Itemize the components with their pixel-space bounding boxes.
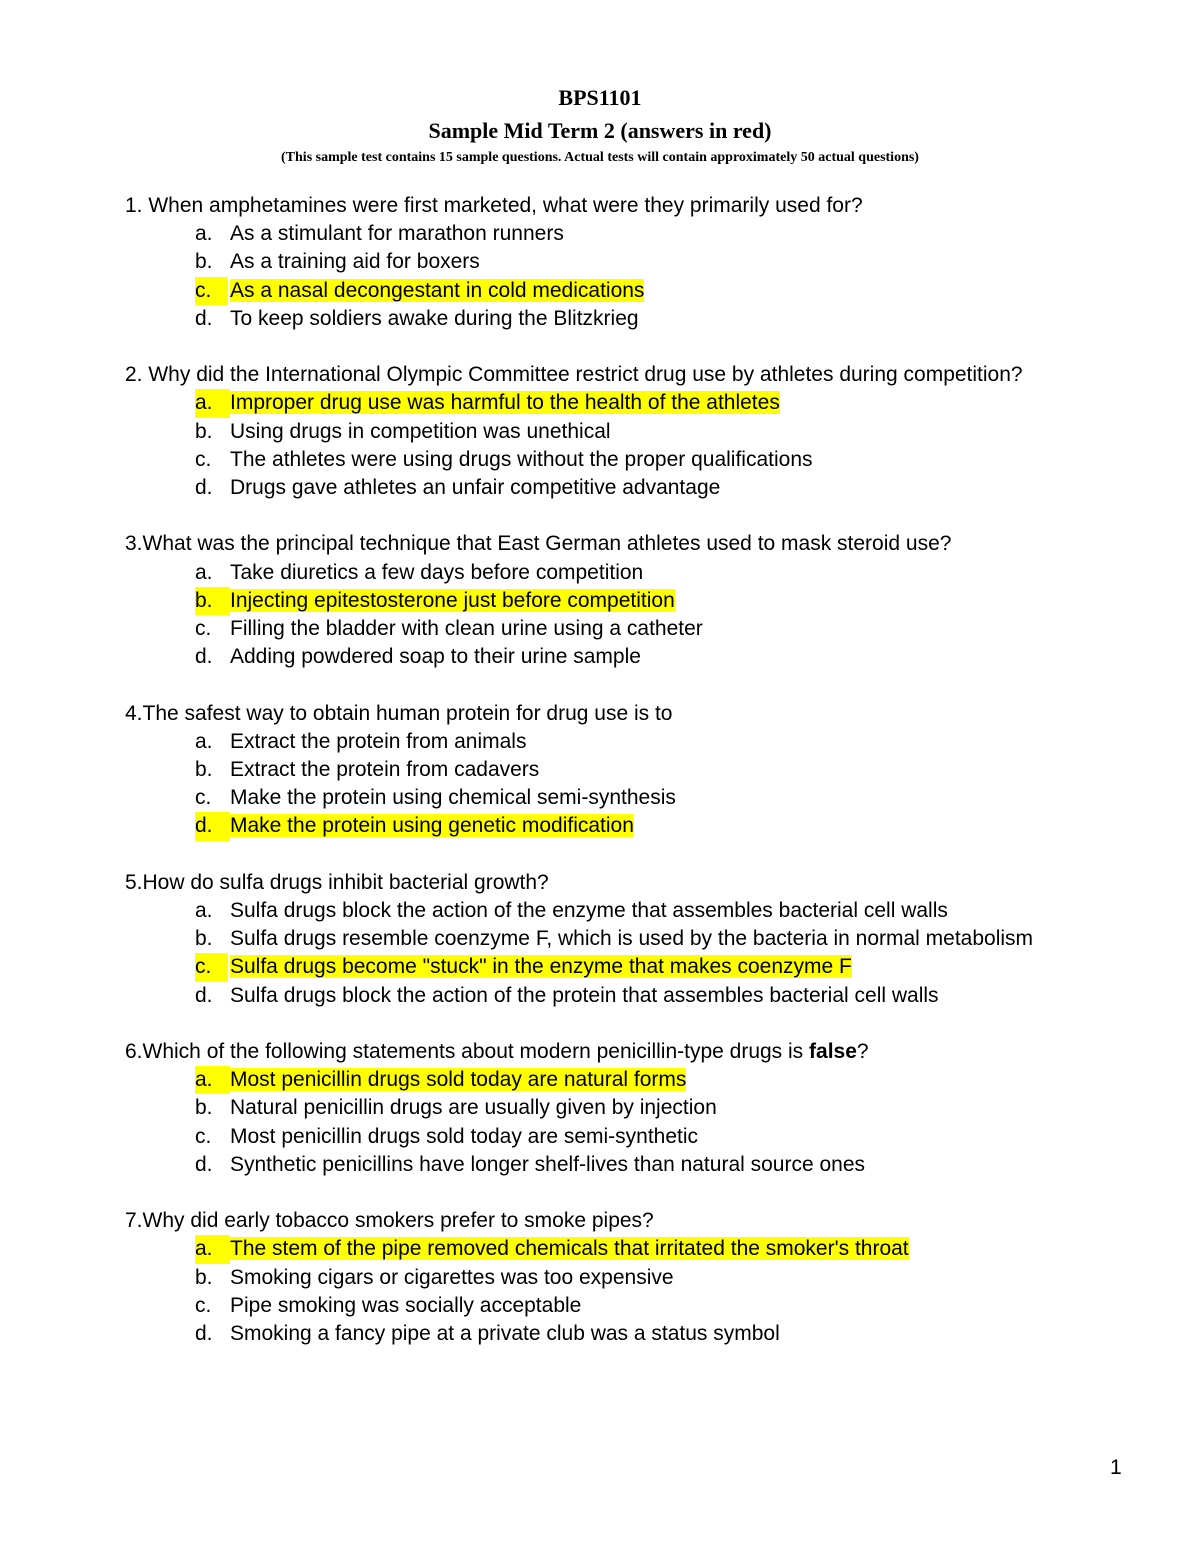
answer-option: [125, 418, 1125, 446]
question-suffix: ?: [856, 1040, 869, 1064]
question-text: [125, 361, 1125, 389]
answer-option: [125, 559, 1125, 587]
answer-options: [125, 897, 1125, 1010]
answer-options: [125, 1066, 1125, 1179]
question-list: [125, 192, 1125, 1376]
answer-option: [125, 1264, 1125, 1292]
option-letter: c.: [195, 1124, 212, 1148]
option-letter: b.: [195, 587, 230, 615]
answer-option-correct: [125, 389, 1125, 417]
question-number: 4.: [125, 701, 143, 725]
option-text: Extract the protein from animals: [230, 729, 527, 753]
question-2: [125, 361, 1125, 502]
option-letter: d.: [195, 1152, 213, 1176]
answer-option: [125, 756, 1125, 784]
answer-option: [125, 248, 1125, 276]
question-stem: How do sulfa drugs inhibit bacterial growth?: [142, 870, 549, 894]
question-number: 6.: [125, 1040, 143, 1064]
option-text: As a stimulant for marathon runners: [230, 222, 564, 246]
question-text: [125, 1207, 1125, 1235]
option-text: Sulfa drugs block the action of the protein that assembles bacterial cell walls: [230, 983, 939, 1007]
answer-option: [125, 446, 1125, 474]
answer-option: [125, 1320, 1125, 1348]
question-stem: Which of the following statements about modern penicillin-type drugs is: [142, 1040, 810, 1064]
option-letter: c.: [195, 447, 212, 471]
answer-option-correct: [125, 812, 1125, 840]
question-text: [125, 192, 1125, 220]
option-text: Smoking cigars or cigarettes was too expensive: [230, 1265, 674, 1289]
option-letter: b.: [195, 1265, 213, 1289]
answer-option: [125, 982, 1125, 1010]
option-text: To keep soldiers awake during the Blitzkrieg: [230, 306, 639, 330]
option-letter: a.: [195, 560, 213, 584]
page-number: 1: [1110, 1456, 1122, 1479]
option-text: Drugs gave athletes an unfair competitive advantage: [230, 476, 721, 500]
answer-options: [125, 1235, 1125, 1348]
option-letter: d.: [195, 983, 213, 1007]
question-number: 7.: [125, 1209, 143, 1233]
question-3: [125, 530, 1125, 671]
option-letter: b.: [195, 758, 213, 782]
option-letter: c.: [195, 953, 228, 981]
question-4: [125, 700, 1125, 841]
question-number: 2.: [125, 363, 149, 387]
answer-option: [125, 1094, 1125, 1122]
question-text: [125, 700, 1125, 728]
question-5: [125, 869, 1125, 1010]
question-text: [125, 530, 1125, 558]
option-text: Smoking a fancy pipe at a private club was a status symbol: [230, 1322, 780, 1346]
option-letter: a.: [195, 729, 213, 753]
answer-option-correct: [125, 587, 1125, 615]
question-emphasis: false: [809, 1040, 857, 1064]
question-text: [125, 869, 1125, 897]
option-letter: a.: [195, 222, 213, 246]
option-text: Sulfa drugs resemble coenzyme F, which is used by the bacteria in normal metabolism: [230, 927, 1034, 951]
option-letter: b.: [195, 1096, 213, 1120]
option-letter: d.: [195, 476, 213, 500]
option-text: Using drugs in competition was unethical: [230, 419, 611, 443]
answer-option-correct: [125, 277, 1125, 305]
option-text: Injecting epitestosterone just before competition: [230, 588, 675, 612]
option-text: Most penicillin drugs sold today are semi-synthetic: [230, 1124, 699, 1148]
option-text: Filling the bladder with clean urine using a catheter: [230, 617, 703, 641]
question-number: 3.: [125, 532, 143, 556]
answer-option: [125, 784, 1125, 812]
answer-option-correct: [125, 1235, 1125, 1263]
option-text: As a nasal decongestant in cold medications: [230, 278, 645, 302]
question-6: [125, 1038, 1125, 1179]
option-letter: c.: [195, 1293, 212, 1317]
answer-option-correct: [125, 1066, 1125, 1094]
answer-option: [125, 1292, 1125, 1320]
option-text: Make the protein using chemical semi-synthesis: [230, 786, 676, 810]
option-text: Synthetic penicillins have longer shelf-lives than natural source ones: [230, 1152, 866, 1176]
question-stem: What was the principal technique that East German athletes used to mask steroid use?: [142, 532, 952, 556]
answer-option: [125, 1151, 1125, 1179]
option-text: Pipe smoking was socially acceptable: [230, 1293, 582, 1317]
option-letter: c.: [195, 617, 212, 641]
option-letter: a.: [195, 899, 213, 923]
option-letter: d.: [195, 1322, 213, 1346]
option-text: Most penicillin drugs sold today are natural forms: [230, 1068, 687, 1092]
answer-option-correct: [125, 953, 1125, 981]
answer-options: [125, 220, 1125, 333]
option-letter: c.: [195, 786, 212, 810]
option-text: Adding powdered soap to their urine sample: [230, 645, 641, 669]
option-text: Make the protein using genetic modification: [230, 814, 634, 838]
answer-option: [125, 220, 1125, 248]
option-text: As a training aid for boxers: [230, 250, 480, 274]
option-letter: d.: [195, 812, 230, 840]
option-letter: a.: [195, 1066, 230, 1094]
document-header: [0, 84, 1200, 167]
answer-option: [125, 474, 1125, 502]
option-letter: d.: [195, 306, 213, 330]
question-stem: Why did early tobacco smokers prefer to smoke pipes?: [142, 1209, 654, 1233]
answer-option: [125, 615, 1125, 643]
option-text: Improper drug use was harmful to the health of the athletes: [230, 391, 780, 415]
question-stem: Why did the International Olympic Committee restrict drug use by athletes during competition?: [148, 363, 1023, 387]
question-stem: The safest way to obtain human protein for drug use is to: [142, 701, 673, 725]
answer-options: [125, 389, 1125, 502]
document-note: (This sample test contains 15 sample questions. Actual tests will contain approximately 50 actual questions): [281, 150, 919, 165]
answer-option: [125, 643, 1125, 671]
answer-options: [125, 728, 1125, 841]
question-7: [125, 1207, 1125, 1348]
answer-option: [125, 728, 1125, 756]
option-text: Sulfa drugs become "stuck" in the enzyme that makes coenzyme F: [230, 955, 852, 979]
option-text: Natural penicillin drugs are usually given by injection: [230, 1096, 717, 1120]
option-text: Sulfa drugs block the action of the enzyme that assembles bacterial cell walls: [230, 899, 948, 923]
option-letter: b.: [195, 419, 213, 443]
option-letter: c.: [195, 277, 228, 305]
question-number: 5.: [125, 870, 143, 894]
option-text: The stem of the pipe removed chemicals that irritated the smoker's throat: [230, 1237, 909, 1261]
option-letter: b.: [195, 927, 213, 951]
question-number: 1.: [125, 194, 149, 217]
question-text: [125, 1038, 1125, 1066]
answer-options: [125, 559, 1125, 672]
answer-option: [125, 925, 1125, 953]
option-letter: b.: [195, 250, 213, 274]
option-letter: d.: [195, 645, 213, 669]
option-text: The athletes were using drugs without the proper qualifications: [230, 447, 813, 471]
answer-option: [125, 897, 1125, 925]
course-code: BPS1101: [558, 85, 642, 110]
option-letter: a.: [195, 389, 230, 417]
question-stem: When amphetamines were first marketed, what were they primarily used for?: [148, 194, 863, 217]
option-letter: a.: [195, 1235, 230, 1263]
document-title: Sample Mid Term 2 (answers in red): [428, 118, 772, 143]
answer-option: [125, 1123, 1125, 1151]
option-text: Take diuretics a few days before competition: [230, 560, 644, 584]
option-text: Extract the protein from cadavers: [230, 758, 540, 782]
answer-option: [125, 305, 1125, 333]
question-1: [125, 192, 1125, 333]
